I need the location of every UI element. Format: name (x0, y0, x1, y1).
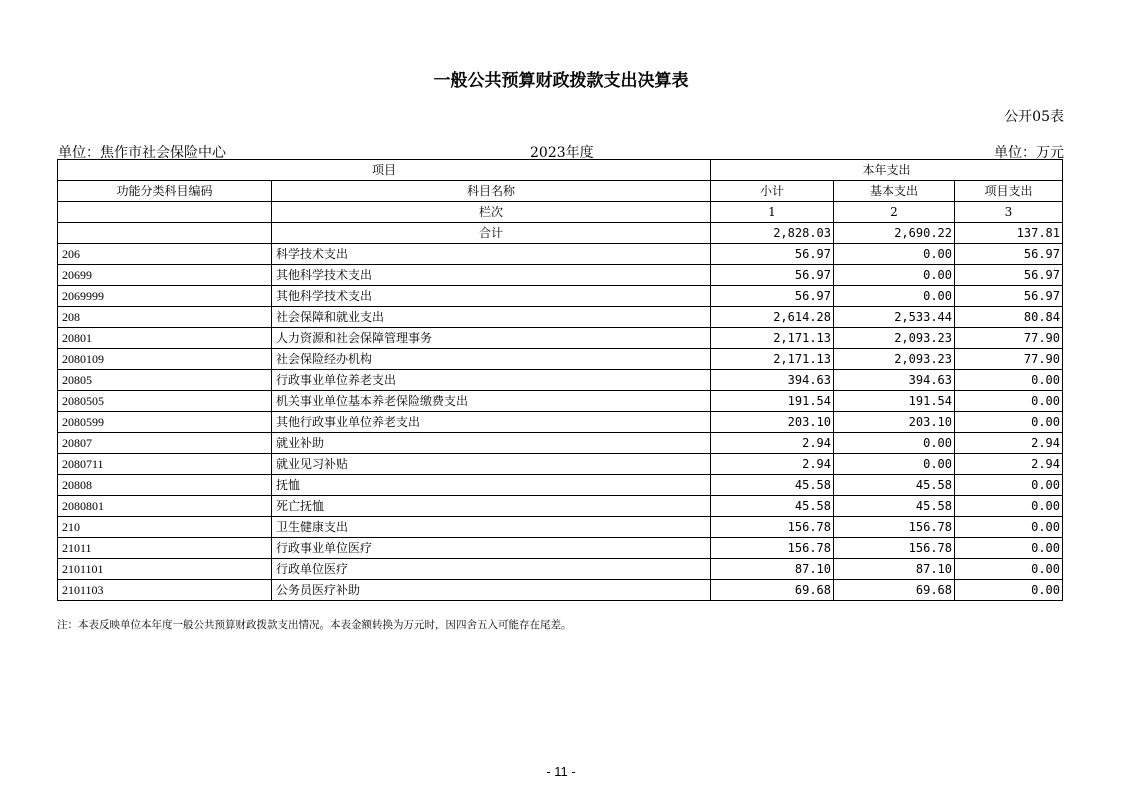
row-subtotal: 56.97 (711, 244, 834, 265)
row-code: 210 (58, 517, 272, 538)
row-subtotal: 2,614.28 (711, 307, 834, 328)
table-row (58, 580, 1063, 601)
table-row (58, 475, 1063, 496)
table-row (58, 412, 1063, 433)
row-basic: 2,093.23 (834, 328, 955, 349)
column-1: 1 (711, 202, 834, 223)
row-subtotal: 45.58 (711, 475, 834, 496)
header-current-year: 本年支出 (711, 160, 1063, 181)
row-subtotal: 156.78 (711, 517, 834, 538)
table-row (58, 496, 1063, 517)
row-name: 社会保障和就业支出 (272, 307, 711, 328)
row-code: 20805 (58, 370, 272, 391)
row-basic: 45.58 (834, 496, 955, 517)
footnote: 注：本表反映单位本年度一般公共预算财政拨款支出情况。本表金额转换为万元时，因四舍五入可能存在尾差。 (57, 619, 572, 631)
header-code: 功能分类科目编码 (58, 181, 272, 202)
row-basic: 191.54 (834, 391, 955, 412)
row-project: 0.00 (955, 517, 1063, 538)
row-project: 77.90 (955, 349, 1063, 370)
row-name: 卫生健康支出 (272, 517, 711, 538)
row-code: 20699 (58, 265, 272, 286)
row-project: 0.00 (955, 412, 1063, 433)
row-subtotal: 2,171.13 (711, 328, 834, 349)
header-project-expense: 项目支出 (955, 181, 1063, 202)
row-basic: 156.78 (834, 517, 955, 538)
table-row (58, 433, 1063, 454)
table-row (58, 538, 1063, 559)
row-code: 21011 (58, 538, 272, 559)
row-code: 2069999 (58, 286, 272, 307)
row-basic: 203.10 (834, 412, 955, 433)
fiscal-year: 2023年度 (530, 145, 594, 161)
row-basic: 87.10 (834, 559, 955, 580)
column-label: 栏次 (272, 202, 711, 223)
row-subtotal: 203.10 (711, 412, 834, 433)
column-2: 2 (834, 202, 955, 223)
row-project: 0.00 (955, 475, 1063, 496)
table-number: 公开05表 (1004, 109, 1064, 125)
row-code: 208 (58, 307, 272, 328)
row-subtotal: 2.94 (711, 433, 834, 454)
row-subtotal: 2,171.13 (711, 349, 834, 370)
row-subtotal: 45.58 (711, 496, 834, 517)
table-row (58, 265, 1063, 286)
row-name: 人力资源和社会保障管理事务 (272, 328, 711, 349)
row-code: 2080505 (58, 391, 272, 412)
currency-unit: 单位：万元 (994, 145, 1064, 161)
row-project: 56.97 (955, 286, 1063, 307)
row-name: 行政事业单位医疗 (272, 538, 711, 559)
row-basic: 0.00 (834, 433, 955, 454)
row-project: 0.00 (955, 391, 1063, 412)
table-row (58, 559, 1063, 580)
row-project: 0.00 (955, 580, 1063, 601)
row-subtotal: 87.10 (711, 559, 834, 580)
row-basic: 0.00 (834, 244, 955, 265)
row-project: 0.00 (955, 496, 1063, 517)
total-project: 137.81 (955, 223, 1063, 244)
header-project: 项目 (58, 160, 711, 181)
row-code: 20807 (58, 433, 272, 454)
header-name: 科目名称 (272, 181, 711, 202)
row-basic: 45.58 (834, 475, 955, 496)
header-subtotal: 小计 (711, 181, 834, 202)
row-basic: 0.00 (834, 265, 955, 286)
row-name: 机关事业单位基本养老保险缴费支出 (272, 391, 711, 412)
row-code: 2080599 (58, 412, 272, 433)
row-subtotal: 56.97 (711, 286, 834, 307)
row-name: 抚恤 (272, 475, 711, 496)
row-subtotal: 69.68 (711, 580, 834, 601)
total-subtotal: 2,828.03 (711, 223, 834, 244)
row-subtotal: 56.97 (711, 265, 834, 286)
row-name: 就业补助 (272, 433, 711, 454)
row-code: 2101103 (58, 580, 272, 601)
reporting-unit: 单位：焦作市社会保险中心 (58, 145, 226, 161)
total-row (58, 223, 1063, 244)
row-basic: 156.78 (834, 538, 955, 559)
row-project: 2.94 (955, 454, 1063, 475)
table-row (58, 370, 1063, 391)
row-basic: 394.63 (834, 370, 955, 391)
row-project: 0.00 (955, 559, 1063, 580)
row-subtotal: 156.78 (711, 538, 834, 559)
column-3: 3 (955, 202, 1063, 223)
row-project: 0.00 (955, 538, 1063, 559)
meta-row (58, 142, 1064, 160)
expenditure-table (57, 159, 1063, 601)
table-row (58, 328, 1063, 349)
table-row (58, 307, 1063, 328)
row-name: 死亡抚恤 (272, 496, 711, 517)
row-project: 0.00 (955, 370, 1063, 391)
document-title: 一般公共预算财政拨款支出决算表 (433, 71, 689, 91)
row-code: 2101101 (58, 559, 272, 580)
row-name: 其他行政事业单位养老支出 (272, 412, 711, 433)
table-row (58, 244, 1063, 265)
table-row (58, 391, 1063, 412)
row-name: 就业见习补贴 (272, 454, 711, 475)
row-code: 2080109 (58, 349, 272, 370)
blank-cell (58, 223, 272, 244)
row-basic: 2,093.23 (834, 349, 955, 370)
row-code: 2080801 (58, 496, 272, 517)
row-name: 公务员医疗补助 (272, 580, 711, 601)
header-basic: 基本支出 (834, 181, 955, 202)
row-name: 行政单位医疗 (272, 559, 711, 580)
row-project: 56.97 (955, 265, 1063, 286)
row-subtotal: 2.94 (711, 454, 834, 475)
row-name: 其他科学技术支出 (272, 265, 711, 286)
row-project: 56.97 (955, 244, 1063, 265)
total-basic: 2,690.22 (834, 223, 955, 244)
table-row (58, 454, 1063, 475)
row-project: 80.84 (955, 307, 1063, 328)
table-row (58, 349, 1063, 370)
header-row-1 (58, 160, 1063, 181)
row-basic: 69.68 (834, 580, 955, 601)
row-basic: 0.00 (834, 454, 955, 475)
row-code: 20808 (58, 475, 272, 496)
row-name: 社会保险经办机构 (272, 349, 711, 370)
row-code: 206 (58, 244, 272, 265)
row-code: 2080711 (58, 454, 272, 475)
header-row-3 (58, 202, 1063, 223)
row-name: 科学技术支出 (272, 244, 711, 265)
row-basic: 0.00 (834, 286, 955, 307)
header-row-2 (58, 181, 1063, 202)
row-code: 20801 (58, 328, 272, 349)
row-subtotal: 394.63 (711, 370, 834, 391)
total-label: 合计 (272, 223, 711, 244)
row-project: 77.90 (955, 328, 1063, 349)
blank-cell (58, 202, 272, 223)
row-subtotal: 191.54 (711, 391, 834, 412)
row-project: 2.94 (955, 433, 1063, 454)
row-name: 其他科学技术支出 (272, 286, 711, 307)
table-row (58, 517, 1063, 538)
row-name: 行政事业单位养老支出 (272, 370, 711, 391)
row-basic: 2,533.44 (834, 307, 955, 328)
table-row (58, 286, 1063, 307)
page-number: - 11 - (546, 764, 576, 779)
